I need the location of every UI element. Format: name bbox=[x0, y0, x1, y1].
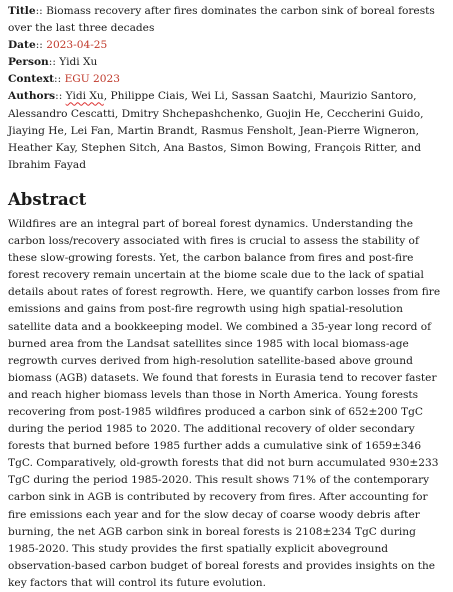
author: François Ritter bbox=[314, 141, 395, 154]
author: Philippe Ciais bbox=[110, 90, 185, 103]
person-label: Person bbox=[8, 56, 49, 69]
authors-line: Authors:: Yidi Xu, Philippe Ciais, Wei Li, Sassan Saatchi, Maurizio Santoro, Alessandro Cescatti, Dmitry Shchepashchenko, Guojin He, Ceccherini Guido, Jiaying He, Lei Fan, Martin Brandt, Rasmus Fensholt, Jean-Pierre Wigneron, Heather Kay, Stephen Sitch, Ana Bastos, Simon Bowing, François Ritter, and Ibrahim Fayad bbox=[8, 90, 424, 171]
author: Ana Bastos bbox=[163, 141, 224, 154]
author: Wei Li bbox=[191, 90, 225, 103]
authors-list: Yidi Xu, Philippe Ciais, Wei Li, Sassan Saatchi, Maurizio Santoro, Alessandro Cescatti, Dmitry Shchepashchenko, Guojin He, Ceccherini Guido, Jiaying He, Lei Fan, Martin Brandt, Rasmus Fensholt, Jean-Pierre Wigneron, Heather Kay, Stephen Sitch, Ana Bastos, Simon Bowing, François Ritter, and Ibrahim Fayad bbox=[8, 90, 424, 171]
author: Sassan Saatchi bbox=[231, 90, 313, 103]
author: Jiaying He bbox=[8, 124, 64, 137]
author: Simon Bowing bbox=[229, 141, 308, 154]
title-value: Biomass recovery after fires dominates the carbon sink of boreal forests over the last three decades bbox=[8, 5, 435, 35]
author: Alessandro Cescatti bbox=[8, 107, 115, 120]
title-label: Title bbox=[8, 5, 36, 17]
author: Lei Fan bbox=[70, 124, 111, 137]
context-label: Context bbox=[8, 73, 55, 86]
date-label: Date bbox=[8, 39, 36, 52]
author: Yidi Xu bbox=[65, 90, 104, 103]
author: and Ibrahim Fayad bbox=[8, 141, 421, 171]
person-line: Person:: Yidi Xu bbox=[8, 56, 98, 69]
author: Ceccherini Guido bbox=[326, 107, 421, 120]
author: Dmitry Shchepashchenko bbox=[121, 107, 260, 120]
author: Martin Brandt bbox=[117, 124, 195, 137]
abstract-heading: Abstract bbox=[8, 189, 87, 209]
authors-label: Authors bbox=[8, 90, 56, 103]
author: Heather Kay bbox=[8, 141, 75, 154]
date-link[interactable]: 2023-04-25 bbox=[46, 39, 108, 52]
author: Maurizio Santoro bbox=[319, 90, 414, 103]
author: Stephen Sitch bbox=[81, 141, 157, 154]
abstract-body bbox=[8, 216, 445, 592]
date-line: Date:: 2023-04-25 bbox=[8, 39, 108, 52]
author: Jean-Pierre Wigneron bbox=[299, 124, 416, 137]
person-value: Yidi Xu bbox=[59, 56, 98, 69]
abstract-paragraph: Wildfires are an integral part of boreal forest dynamics. Understanding the carbon loss/recovery associated with fires is crucial to assess the stability of these slow-growing forests. Yet, the carbon balance from fires and post-fire forest recovery remain uncertain at the biome scale due to the lack of spatial details about rates of forest regrowth. Here, we quantify carbon losses from fire emissions and gains from post-fire regrowth using high spatial-resolution satellite data and a bookkeeping model. We combined a 35-year long record of burned area from the Landsat satellites since 1985 with local biomass-age regrowth curves derived from high-resolution satellite-based above ground biomass (AGB) datasets. We found that forests in Eurasia tend to recover faster and reach higher biomass levels than those in North America. Young forests recovering from post-1985 wildfires produced a carbon sink of 652±200 TgC during the period 1985 to 2020. The additional recovery of older secondary forests that burned before 1985 further adds a cumulative sink of 1659±346 TgC. Comparatively, old-growth forests that did not burn accumulated 930±233 TgC during the period 1985-2020. This result shows 71% of the contemporary carbon sink in AGB is contributed by recovery from fires. After accounting for fire emissions each year and for the slow decay of coarse woody debris after burning, the net AGB carbon sink in boreal forests is 2108±234 TgC during 1985-2020. This study provides the first spatially explicit aboveground observation-based carbon budget of boreal forests and provides insights on the key factors that will control its future evolution. bbox=[8, 217, 441, 589]
title-line: Title:: Biomass recovery after fires dominates the carbon sink of boreal forests over the last three decades bbox=[8, 5, 435, 35]
context-line: Context:: EGU 2023 bbox=[8, 73, 121, 86]
author: Rasmus Fensholt bbox=[201, 124, 293, 137]
context-link[interactable]: EGU 2023 bbox=[64, 73, 121, 86]
author: Guojin He bbox=[266, 107, 321, 120]
